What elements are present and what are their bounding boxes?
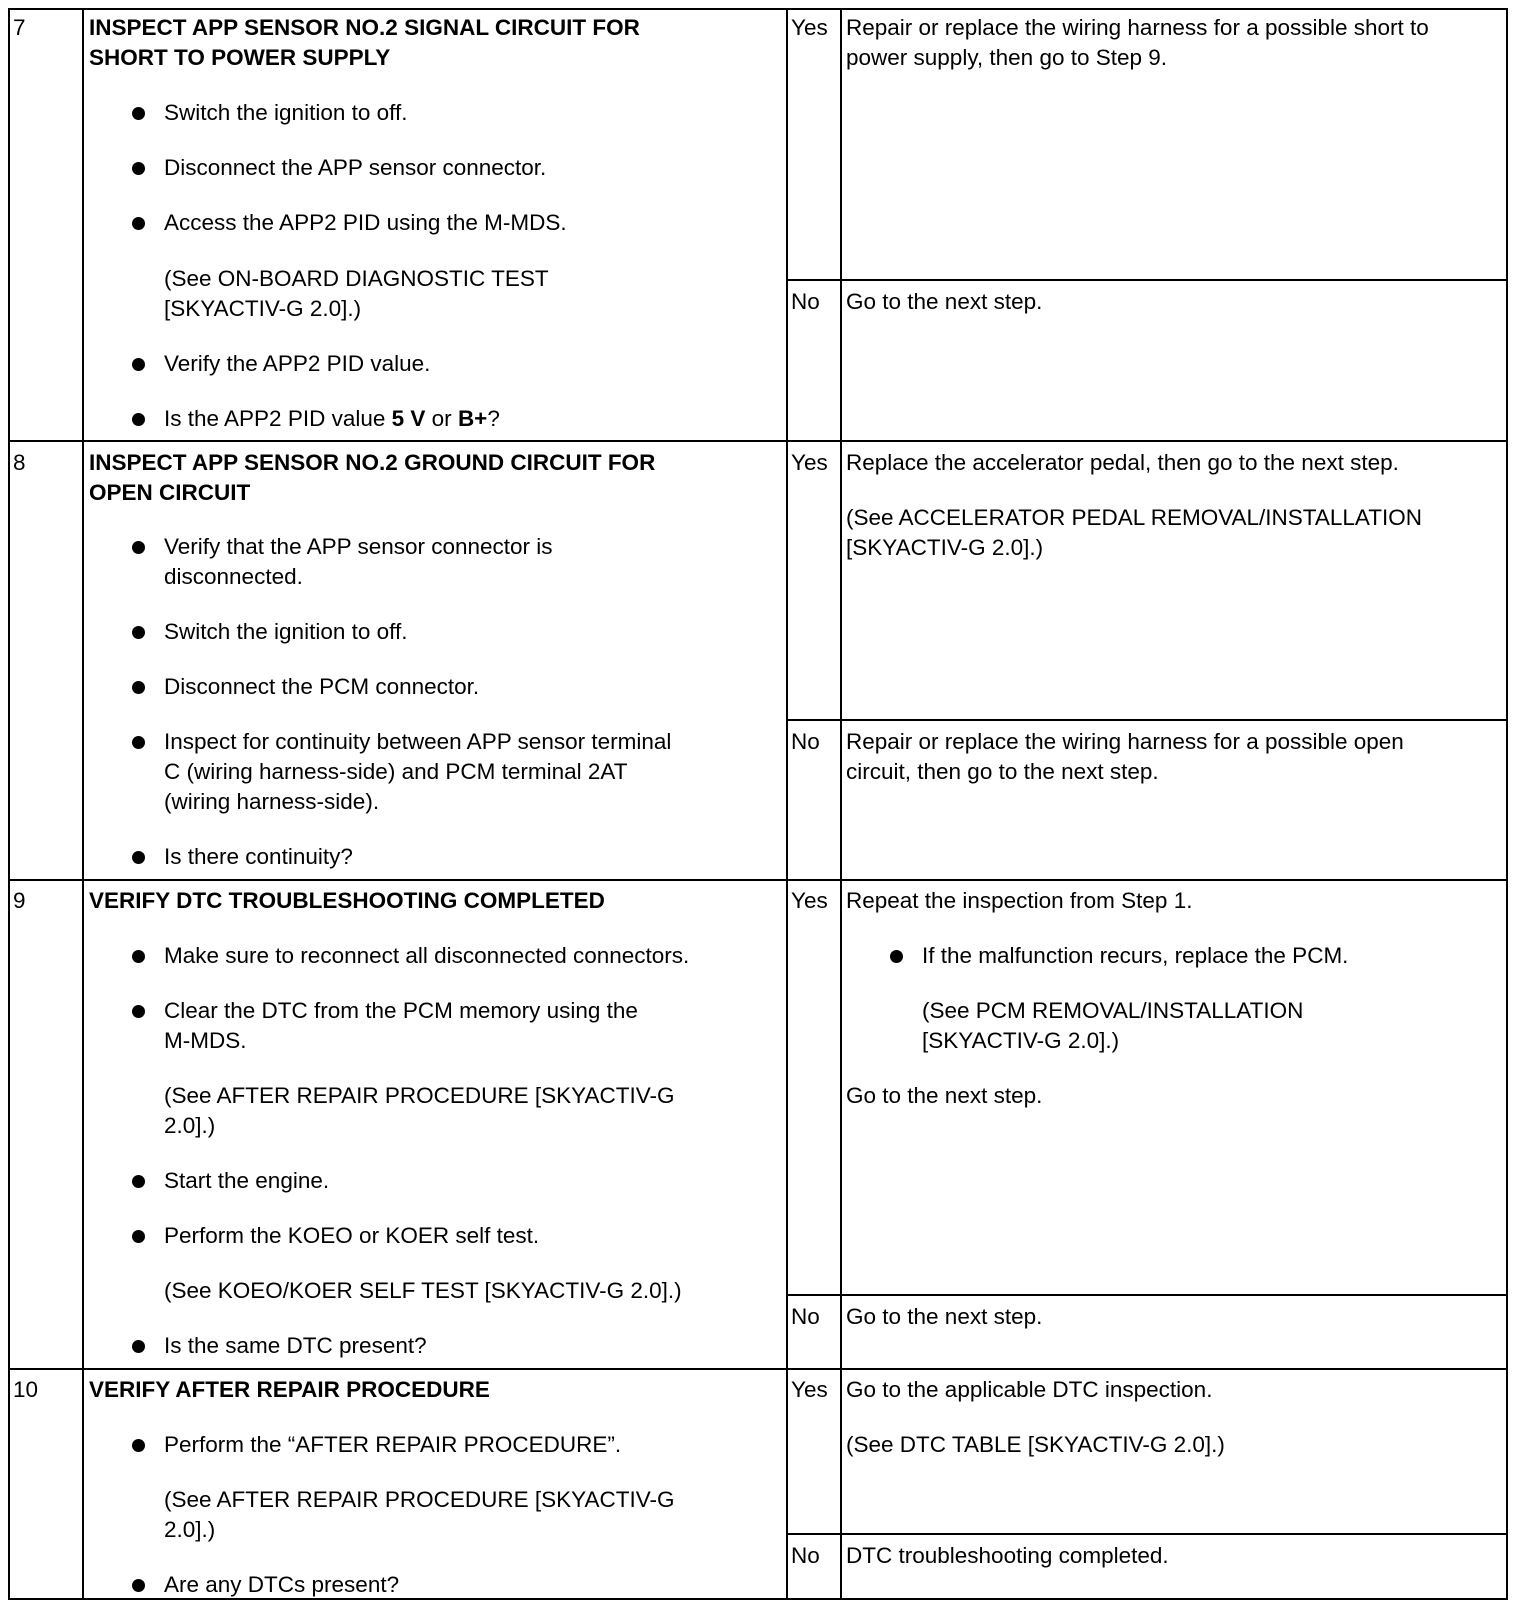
step-number: 8 [13,450,26,475]
no-label: No [791,729,820,754]
reference-text: [SKYACTIV-G 2.0].) [846,535,1044,560]
yes-result: Go to the applicable DTC inspection. [846,1377,1213,1402]
bullet-icon [132,217,145,230]
reference-text: (See AFTER REPAIR PROCEDURE [SKYACTIV-G [164,1083,675,1108]
question-item: Is the same DTC present? [164,1333,427,1358]
yes-label: Yes [791,888,828,913]
yes-result: Replace the accelerator pedal, then go to the next step. [846,450,1399,475]
reference-text: (See KOEO/KOER SELF TEST [SKYACTIV-G 2.0].) [164,1278,682,1303]
action-item: Switch the ignition to off. [164,619,408,644]
column-divider-action [786,8,788,1600]
bullet-icon [132,1579,145,1592]
no-result: Repair or replace the wiring harness for a possible open [846,729,1404,754]
step-title: VERIFY DTC TROUBLESHOOTING COMPLETED [89,888,605,913]
action-item: Verify that the APP sensor connector is [164,534,553,559]
action-item: C (wiring harness-side) and PCM terminal 2AT [164,759,628,784]
bullet-icon [890,950,903,963]
action-item: Disconnect the PCM connector. [164,674,480,699]
bullet-icon [132,162,145,175]
reference-text: 2.0].) [164,1113,216,1138]
yes-no-divider [788,1533,1508,1535]
no-label: No [791,289,820,314]
step-title: OPEN CIRCUIT [89,480,251,505]
yes-label: Yes [791,1377,828,1402]
action-item: disconnected. [164,564,303,589]
yes-no-divider [788,719,1508,721]
yes-result: Repeat the inspection from Step 1. [846,888,1193,913]
bullet-icon [132,358,145,371]
bullet-icon [132,1005,145,1018]
step-title: INSPECT APP SENSOR NO.2 GROUND CIRCUIT FOR [89,450,656,475]
bullet-icon [132,1230,145,1243]
step-number: 7 [13,15,26,40]
action-item: Clear the DTC from the PCM memory using the [164,998,638,1023]
action-item: (wiring harness-side). [164,789,380,814]
reference-text: [SKYACTIV-G 2.0].) [164,296,362,321]
yes-no-divider [788,1294,1508,1296]
bullet-icon [132,950,145,963]
no-result: Go to the next step. [846,289,1043,314]
no-result: Go to the next step. [846,1304,1043,1329]
bullet-icon [132,1439,145,1452]
step-number: 9 [13,888,26,913]
row-divider [8,440,1508,442]
action-item: Verify the APP2 PID value. [164,351,431,376]
yes-label: Yes [791,450,828,475]
bullet-icon [132,107,145,120]
question-item: Is the APP2 PID value 5 V or B+? [164,406,500,431]
no-result: DTC troubleshooting completed. [846,1543,1169,1568]
bullet-icon [132,1175,145,1188]
question-item: Is there continuity? [164,844,353,869]
yes-result: Repair or replace the wiring harness for a possible short to [846,15,1429,40]
yes-result: power supply, then go to Step 9. [846,45,1168,70]
row-divider [8,1368,1508,1370]
yes-no-divider [788,279,1508,281]
reference-text: (See ACCELERATOR PEDAL REMOVAL/INSTALLATION [846,505,1423,530]
reference-text: 2.0].) [164,1517,216,1542]
step-title: VERIFY AFTER REPAIR PROCEDURE [89,1377,490,1402]
action-item: Make sure to reconnect all disconnected connectors. [164,943,690,968]
action-item: Perform the “AFTER REPAIR PROCEDURE”. [164,1432,622,1457]
step-title: INSPECT APP SENSOR NO.2 SIGNAL CIRCUIT FOR [89,15,640,40]
column-divider-step [82,8,84,1600]
bullet-icon [132,851,145,864]
yes-result: Go to the next step. [846,1083,1043,1108]
bullet-icon [132,626,145,639]
action-item: Disconnect the APP sensor connector. [164,155,547,180]
bullet-icon [132,541,145,554]
no-result: circuit, then go to the next step. [846,759,1159,784]
bullet-icon [132,681,145,694]
reference-text: (See AFTER REPAIR PROCEDURE [SKYACTIV-G [164,1487,675,1512]
bullet-icon [132,736,145,749]
step-title: SHORT TO POWER SUPPLY [89,45,391,70]
bullet-icon [132,1340,145,1353]
yes-label: Yes [791,15,828,40]
action-item: Switch the ignition to off. [164,100,408,125]
reference-text: (See DTC TABLE [SKYACTIV-G 2.0].) [846,1432,1225,1457]
action-item: Perform the KOEO or KOER self test. [164,1223,540,1248]
no-label: No [791,1543,820,1568]
reference-text: [SKYACTIV-G 2.0].) [922,1028,1120,1053]
reference-text: (See PCM REMOVAL/INSTALLATION [922,998,1304,1023]
question-item: Are any DTCs present? [164,1572,400,1597]
action-item: M-MDS. [164,1028,247,1053]
reference-text: (See ON-BOARD DIAGNOSTIC TEST [164,266,549,291]
no-label: No [791,1304,820,1329]
row-divider [8,879,1508,881]
yes-result: If the malfunction recurs, replace the PCM. [922,943,1349,968]
action-item: Inspect for continuity between APP sensor terminal [164,729,672,754]
step-number: 10 [13,1377,39,1402]
action-item: Start the engine. [164,1168,330,1193]
column-divider-result [840,8,842,1600]
action-item: Access the APP2 PID using the M-MDS. [164,210,567,235]
bullet-icon [132,413,145,426]
